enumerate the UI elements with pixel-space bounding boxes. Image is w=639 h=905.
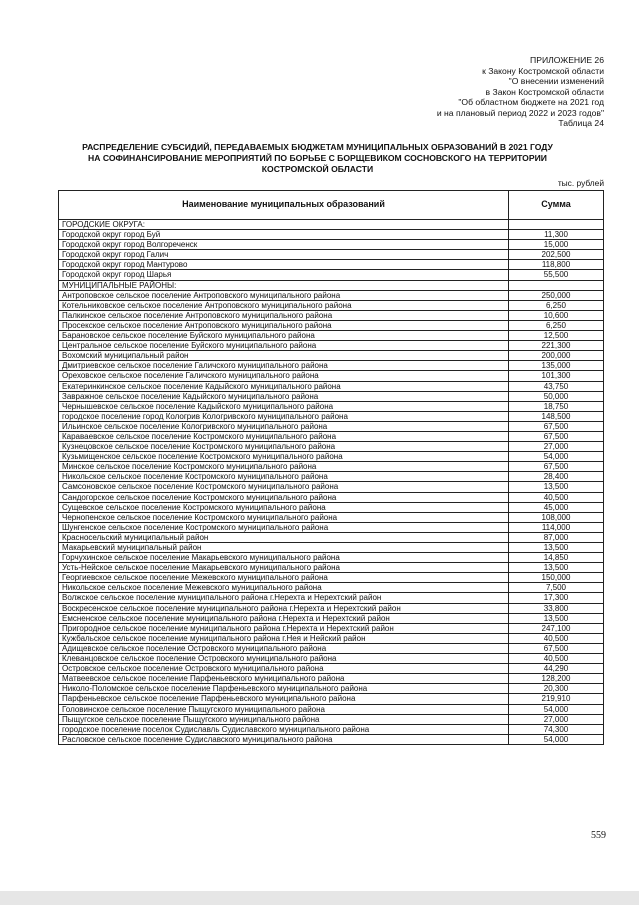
table-row xyxy=(59,684,604,694)
page-number: 559 xyxy=(591,830,606,841)
column-header-name: Наименование муниципальных образований xyxy=(59,191,509,220)
municipality-name-cell: Завражное сельское поселение Кадыйского муниципального района xyxy=(59,391,509,401)
table-row xyxy=(59,623,604,633)
amount-cell: 54,000 xyxy=(509,452,604,462)
amount-cell: 87,000 xyxy=(509,532,604,542)
table-row xyxy=(59,563,604,573)
municipality-name-cell: Самсоновское сельское поселение Костромского муниципального района xyxy=(59,482,509,492)
municipality-name-cell: МУНИЦИПАЛЬНЫЕ РАЙОНЫ: xyxy=(59,280,509,290)
table-row xyxy=(59,411,604,421)
municipality-name-cell: городское поселение поселок Судиславль Судиславского муниципального района xyxy=(59,724,509,734)
municipality-name-cell: Минское сельское поселение Костромского муниципального района xyxy=(59,462,509,472)
amount-cell: 7,500 xyxy=(509,583,604,593)
table-row xyxy=(59,573,604,583)
municipality-name-cell: Николо-Поломское сельское поселение Парфеньевского муниципального района xyxy=(59,684,509,694)
table-row xyxy=(59,674,604,684)
amount-cell: 150,000 xyxy=(509,573,604,583)
municipality-name-cell: Расловское сельское поселение Судиславского муниципального района xyxy=(59,734,509,744)
amount-cell: 114,000 xyxy=(509,522,604,532)
amount-cell: 40,500 xyxy=(509,654,604,664)
municipality-name-cell: Вохомский муниципальный район xyxy=(59,351,509,361)
title-line: КОСТРОМСКОЙ ОБЛАСТИ xyxy=(261,164,374,174)
municipality-name-cell: Просекское сельское поселение Антроповского муниципального района xyxy=(59,320,509,330)
table-row xyxy=(59,734,604,744)
table-row xyxy=(59,351,604,361)
municipality-name-cell: Антроповское сельское поселение Антроповского муниципального района xyxy=(59,290,509,300)
units-label: тыс. рублей xyxy=(557,178,604,188)
municipality-name-cell: Головинское сельское поселение Пыщугского муниципального района xyxy=(59,704,509,714)
amount-cell: 108,000 xyxy=(509,512,604,522)
amount-cell: 74,300 xyxy=(509,724,604,734)
municipality-name-cell: Чернышевское сельское поселение Кадыйского муниципального района xyxy=(59,401,509,411)
amount-cell: 128,200 xyxy=(509,674,604,684)
amount-cell: 40,500 xyxy=(509,492,604,502)
amount-cell: 44,290 xyxy=(509,664,604,674)
municipality-name-cell: ГОРОДСКИЕ ОКРУГА: xyxy=(59,220,509,230)
table-row xyxy=(59,361,604,371)
table-row xyxy=(59,583,604,593)
municipality-name-cell: Островское сельское поселение Островского муниципального района xyxy=(59,664,509,674)
municipality-name-cell: Барановское сельское поселение Буйского муниципального района xyxy=(59,331,509,341)
amount-cell: 43,750 xyxy=(509,381,604,391)
municipality-name-cell: Матвеевское сельское поселение Парфеньевского муниципального района xyxy=(59,674,509,684)
municipality-name-cell: Емсненское сельское поселение муниципального района г.Нерехта и Нерехтский район xyxy=(59,613,509,623)
appendix-line: и на плановый период 2022 и 2023 годов" xyxy=(436,107,604,118)
municipality-name-cell: Городской округ город Волгореченск xyxy=(59,240,509,250)
amount-cell: 40,500 xyxy=(509,633,604,643)
appendix-line: Таблица 24 xyxy=(558,118,604,128)
municipality-name-cell: Клеванцовское сельское поселение Островского муниципального района xyxy=(59,654,509,664)
table-row xyxy=(59,371,604,381)
municipality-name-cell: Горчухинское сельское поселение Макарьевского муниципального района xyxy=(59,553,509,563)
municipality-name-cell: Пригородное сельское поселение муниципального района г.Нерехта и Нерехтский район xyxy=(59,623,509,633)
amount-cell: 6,250 xyxy=(509,300,604,310)
table-row xyxy=(59,401,604,411)
amount-cell: 10,600 xyxy=(509,310,604,320)
amount-cell: 33,800 xyxy=(509,603,604,613)
amount-cell: 13,500 xyxy=(509,482,604,492)
municipality-name-cell: Никольское сельское поселение Межевского муниципального района xyxy=(59,583,509,593)
table-row xyxy=(59,664,604,674)
amount-cell xyxy=(509,220,604,230)
amount-cell: 28,400 xyxy=(509,472,604,482)
table-row xyxy=(59,694,604,704)
table-row xyxy=(59,452,604,462)
table-row xyxy=(59,331,604,341)
table-row xyxy=(59,442,604,452)
municipality-name-cell: Сандогорское сельское поселение Костромского муниципального района xyxy=(59,492,509,502)
table-row xyxy=(59,230,604,240)
appendix-line: к Закону Костромской области xyxy=(482,65,604,76)
amount-cell: 18,750 xyxy=(509,401,604,411)
municipality-name-cell: Георгиевское сельское поселение Межевского муниципального района xyxy=(59,573,509,583)
scan-bottom-strip xyxy=(0,891,639,905)
appendix-line: "Об областном бюджете на 2021 год xyxy=(458,97,604,107)
title-line: РАСПРЕДЕЛЕНИЕ СУБСИДИЙ, ПЕРЕДАВАЕМЫХ БЮДЖЕТАМ МУНИЦИПАЛЬНЫХ ОБРАЗОВАНИЙ В 2021 ГОДУ xyxy=(82,142,553,152)
amount-cell: 67,500 xyxy=(509,431,604,441)
amount-cell: 11,300 xyxy=(509,230,604,240)
amount-cell: 17,300 xyxy=(509,593,604,603)
municipality-name-cell: Городской округ город Буй xyxy=(59,230,509,240)
table-row xyxy=(59,341,604,351)
amount-cell: 6,250 xyxy=(509,320,604,330)
amount-cell: 12,500 xyxy=(509,331,604,341)
amount-cell: 27,000 xyxy=(509,714,604,724)
amount-cell: 135,000 xyxy=(509,361,604,371)
table-body xyxy=(59,220,604,745)
municipality-name-cell: Ильинское сельское поселение Кологривского муниципального района xyxy=(59,421,509,431)
municipality-name-cell: Чернопенское сельское поселение Костромского муниципального района xyxy=(59,512,509,522)
municipality-name-cell: Дмитриевское сельское поселение Галичского муниципального района xyxy=(59,361,509,371)
amount-cell: 54,000 xyxy=(509,734,604,744)
table-header-row xyxy=(59,191,604,220)
amount-cell: 67,500 xyxy=(509,421,604,431)
amount-cell: 27,000 xyxy=(509,442,604,452)
table-row xyxy=(59,421,604,431)
table-row xyxy=(59,543,604,553)
municipality-name-cell: Городской округ город Мантурово xyxy=(59,260,509,270)
table-row xyxy=(59,472,604,482)
municipality-name-cell: Никольское сельское поселение Костромского муниципального района xyxy=(59,472,509,482)
table-row xyxy=(59,512,604,522)
amount-cell: 55,500 xyxy=(509,270,604,280)
amount-cell: 101,300 xyxy=(509,371,604,381)
table-row xyxy=(59,381,604,391)
table-row xyxy=(59,643,604,653)
municipality-name-cell: Парфеньевское сельское поселение Парфеньевского муниципального района xyxy=(59,694,509,704)
table-row xyxy=(59,613,604,623)
amount-cell: 13,500 xyxy=(509,543,604,553)
amount-cell: 247,100 xyxy=(509,623,604,633)
municipality-name-cell: Пыщугское сельское поселение Пыщугского муниципального района xyxy=(59,714,509,724)
table-row xyxy=(59,654,604,664)
municipality-name-cell: Сущевское сельское поселение Костромского муниципального района xyxy=(59,502,509,512)
table-row xyxy=(59,391,604,401)
table-row xyxy=(59,724,604,734)
table-row xyxy=(59,482,604,492)
amount-cell: 54,000 xyxy=(509,704,604,714)
amount-cell: 148,500 xyxy=(509,411,604,421)
table-row xyxy=(59,522,604,532)
appendix-header xyxy=(284,55,604,129)
amount-cell: 67,500 xyxy=(509,462,604,472)
amount-cell: 45,000 xyxy=(509,502,604,512)
table-row xyxy=(59,280,604,290)
table-row xyxy=(59,492,604,502)
subsidy-table xyxy=(58,190,604,745)
amount-cell: 14,850 xyxy=(509,553,604,563)
column-header-amount: Сумма xyxy=(509,191,604,220)
amount-cell: 118,800 xyxy=(509,260,604,270)
appendix-line: ПРИЛОЖЕНИЕ 26 xyxy=(530,55,604,65)
amount-cell: 202,500 xyxy=(509,250,604,260)
municipality-name-cell: Ореховское сельское поселение Галичского муниципального района xyxy=(59,371,509,381)
municipality-name-cell: Адищевское сельское поселение Островского муниципального района xyxy=(59,643,509,653)
amount-cell: 13,500 xyxy=(509,563,604,573)
table-row xyxy=(59,532,604,542)
table-row xyxy=(59,260,604,270)
amount-cell xyxy=(509,280,604,290)
municipality-name-cell: Шунгенское сельское поселение Костромского муниципального района xyxy=(59,522,509,532)
table-row xyxy=(59,502,604,512)
table-row xyxy=(59,633,604,643)
municipality-name-cell: Котельниковское сельское поселение Антроповского муниципального района xyxy=(59,300,509,310)
amount-cell: 250,000 xyxy=(509,290,604,300)
amount-cell: 221,300 xyxy=(509,341,604,351)
municipality-name-cell: Екатеринкинское сельское поселение Кадыйского муниципального района xyxy=(59,381,509,391)
amount-cell: 50,000 xyxy=(509,391,604,401)
municipality-name-cell: Волжское сельское поселение муниципального района г.Нерехта и Нерехтский район xyxy=(59,593,509,603)
table-row xyxy=(59,270,604,280)
table-row xyxy=(59,300,604,310)
municipality-name-cell: Красносельский муниципальный район xyxy=(59,532,509,542)
table-row xyxy=(59,220,604,230)
table-row xyxy=(59,593,604,603)
table-row xyxy=(59,290,604,300)
table-row xyxy=(59,603,604,613)
municipality-name-cell: Кужбальское сельское поселение муниципального района г.Нея и Нейский район xyxy=(59,633,509,643)
table-row xyxy=(59,310,604,320)
table-row xyxy=(59,431,604,441)
title-line: НА СОФИНАНСИРОВАНИЕ МЕРОПРИЯТИЙ ПО БОРЬБЕ С БОРЩЕВИКОМ СОСНОВСКОГО НА ТЕРРИТОРИИ xyxy=(88,153,547,163)
municipality-name-cell: городское поселение город Кологрив Кологривского муниципального района xyxy=(59,411,509,421)
municipality-name-cell: Караваевское сельское поселение Костромского муниципального района xyxy=(59,431,509,441)
table-row xyxy=(59,714,604,724)
municipality-name-cell: Городской округ город Галич xyxy=(59,250,509,260)
table-row xyxy=(59,240,604,250)
amount-cell: 20,300 xyxy=(509,684,604,694)
amount-cell: 13,500 xyxy=(509,613,604,623)
municipality-name-cell: Усть-Нейское сельское поселение Макарьевского муниципального района xyxy=(59,563,509,573)
table-row xyxy=(59,320,604,330)
municipality-name-cell: Центральное сельское поселение Буйского муниципального района xyxy=(59,341,509,351)
table-row xyxy=(59,553,604,563)
amount-cell: 15,000 xyxy=(509,240,604,250)
table-row xyxy=(59,250,604,260)
document-title xyxy=(55,142,580,175)
municipality-name-cell: Городской округ город Шарья xyxy=(59,270,509,280)
table-row xyxy=(59,704,604,714)
appendix-line: в Закон Костромской области xyxy=(485,86,604,97)
amount-cell: 200,000 xyxy=(509,351,604,361)
amount-cell: 67,500 xyxy=(509,643,604,653)
municipality-name-cell: Воскресенское сельское поселение муниципального района г.Нерехта и Нерехтский район xyxy=(59,603,509,613)
amount-cell: 219,910 xyxy=(509,694,604,704)
municipality-name-cell: Кузнецовское сельское поселение Костромского муниципального района xyxy=(59,442,509,452)
municipality-name-cell: Кузьмищенское сельское поселение Костромского муниципального района xyxy=(59,452,509,462)
municipality-name-cell: Макарьевский муниципальный район xyxy=(59,543,509,553)
appendix-line: "О внесении изменений xyxy=(508,76,604,86)
table-row xyxy=(59,462,604,472)
municipality-name-cell: Палкинское сельское поселение Антроповского муниципального района xyxy=(59,310,509,320)
